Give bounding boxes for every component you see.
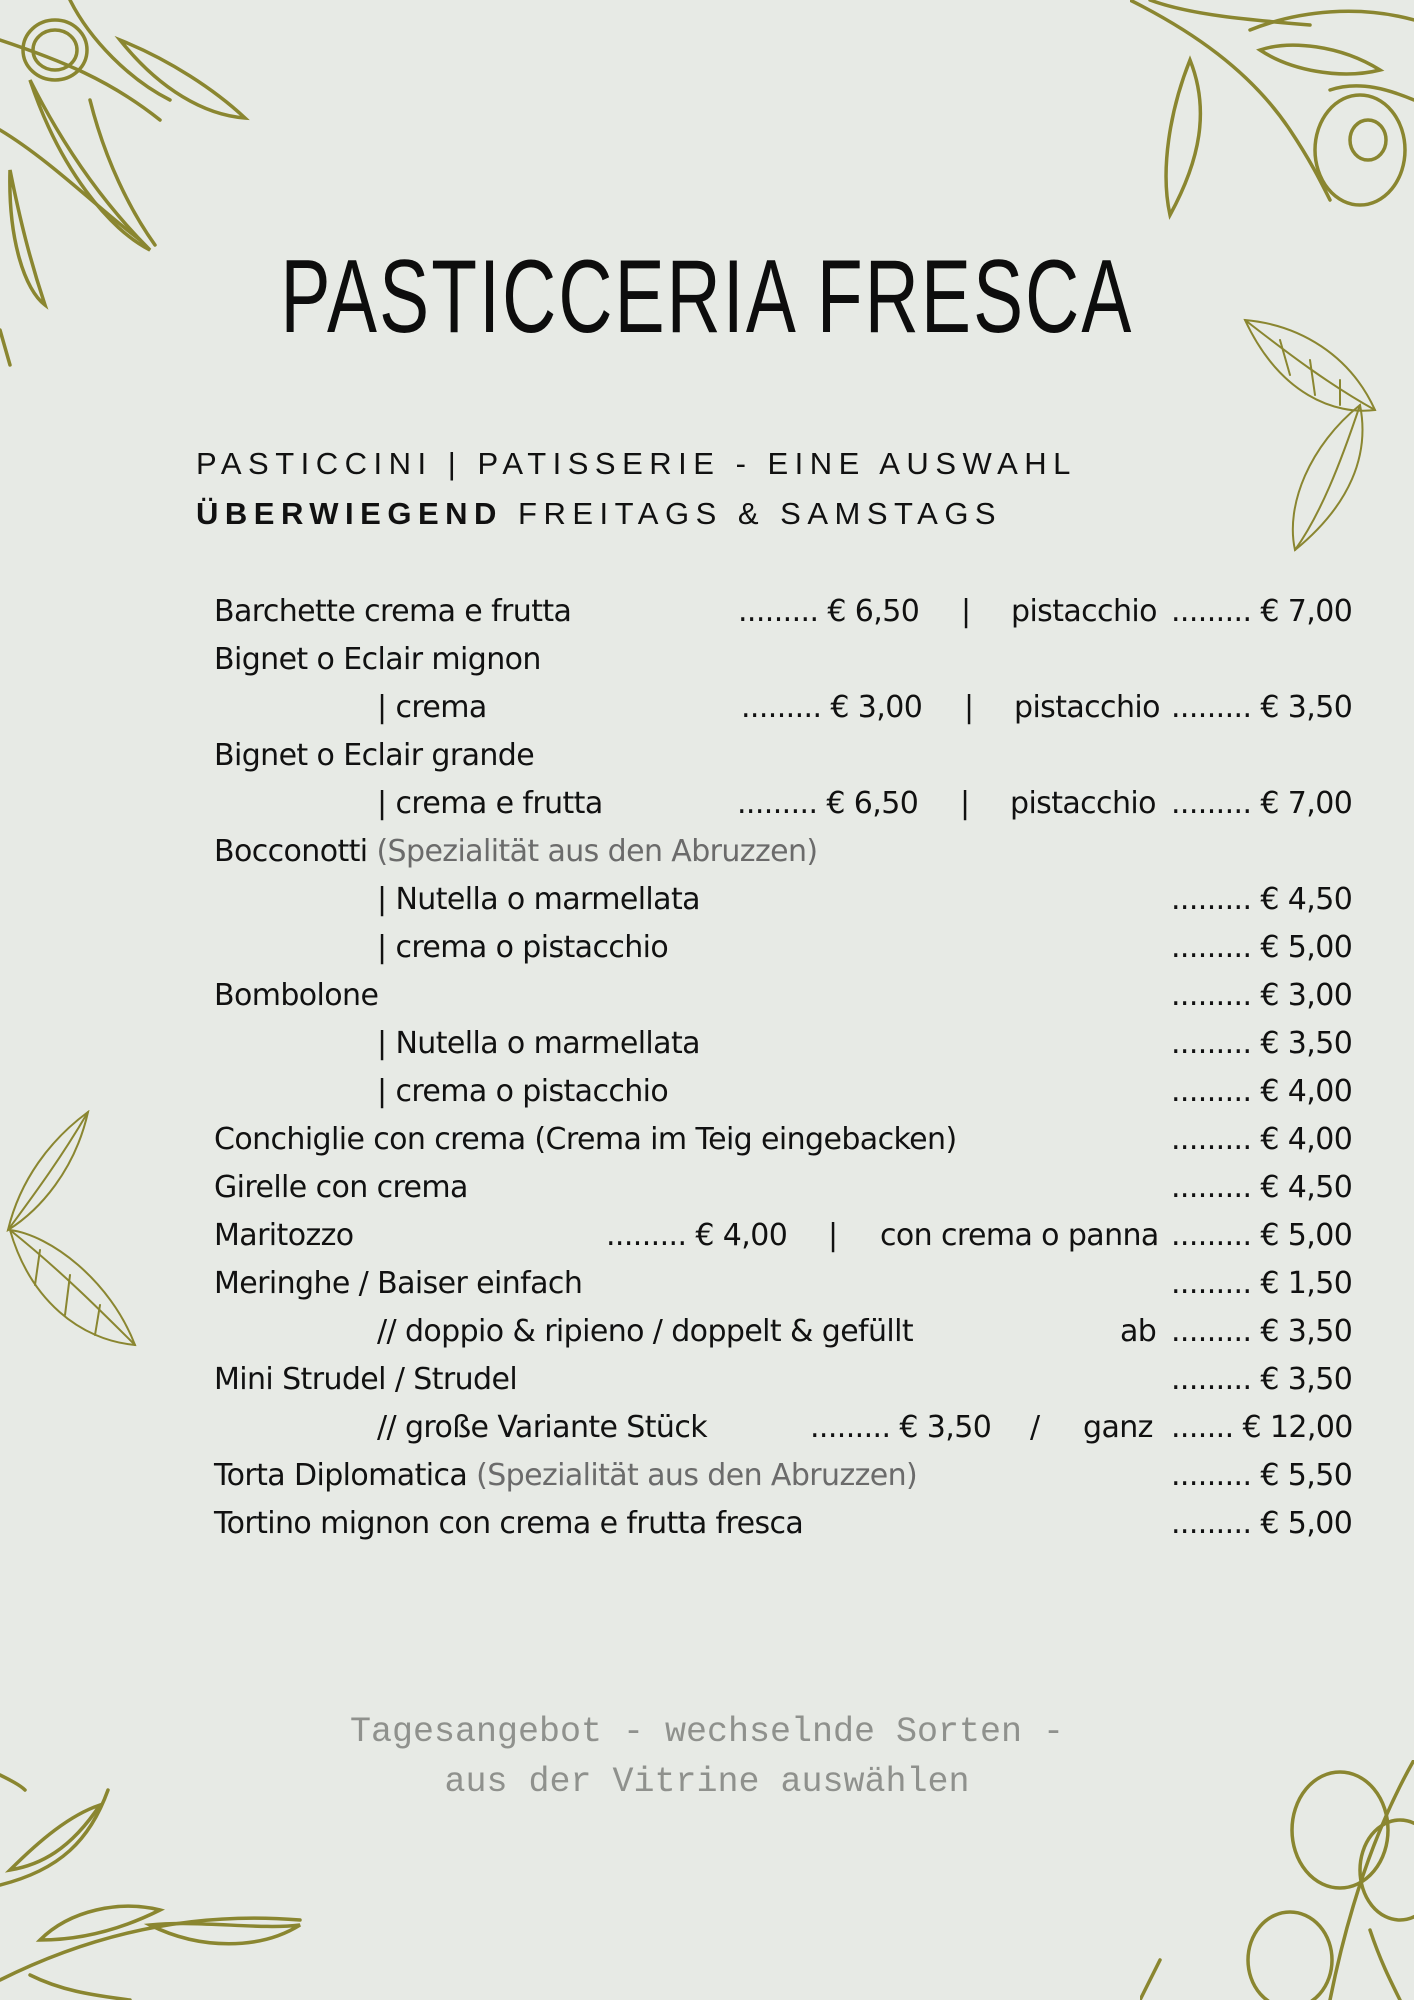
menu-row: [0, 1500, 1414, 1548]
subtitle-line-2: [196, 494, 1002, 534]
item-separator: |: [828, 1218, 838, 1253]
menu-row: [0, 780, 1414, 828]
menu-row: [0, 828, 1414, 876]
item-separator: |: [964, 690, 974, 725]
item-price: ......... € 4,50: [1171, 1170, 1353, 1205]
menu-row: [0, 1020, 1414, 1068]
item-name: | crema o pistacchio: [377, 1074, 669, 1109]
item-price: ......... € 4,00: [1171, 1074, 1353, 1109]
menu-row: [0, 732, 1414, 780]
item-separator: /: [1030, 1410, 1040, 1445]
item-name: Bignet o Eclair mignon: [214, 642, 541, 677]
menu-row: [0, 1308, 1414, 1356]
item-separator: |: [961, 594, 971, 629]
item-price: ....... € 12,00: [1171, 1410, 1353, 1445]
item-price: ......... € 3,50: [1171, 1314, 1353, 1349]
item-name: Bocconotti: [214, 834, 368, 869]
item-price: ......... € 3,00: [1171, 978, 1353, 1013]
item-price: ......... € 5,00: [1171, 930, 1353, 965]
menu-row: [0, 1260, 1414, 1308]
item-mid-price: ......... € 6,50: [738, 594, 920, 629]
item-name: // große Variante Stück: [377, 1410, 707, 1445]
item-price: ......... € 7,00: [1171, 594, 1353, 629]
item-price: ......... € 7,00: [1171, 786, 1353, 821]
item-name: Mini Strudel / Strudel: [214, 1362, 518, 1397]
item-name: Torta Diplomatica: [214, 1458, 468, 1493]
item-option: pistacchio: [1010, 786, 1156, 821]
basil-leaf-right-icon: [1240, 315, 1380, 555]
item-price: ......... € 5,00: [1171, 1218, 1353, 1253]
menu-row: [0, 876, 1414, 924]
item-name: Meringhe / Baiser einfach: [214, 1266, 583, 1301]
item-price: ......... € 4,00: [1171, 1122, 1353, 1157]
item-name: Barchette crema e frutta: [214, 594, 572, 629]
page-title: PASTICCERIA FRESCA: [280, 239, 1134, 355]
menu-row: [0, 684, 1414, 732]
item-name: Tortino mignon con crema e frutta fresca: [214, 1506, 804, 1541]
item-price: ......... € 3,50: [1171, 1362, 1353, 1397]
item-name: Girelle con crema: [214, 1170, 468, 1205]
menu-row: [0, 636, 1414, 684]
subtitle-light-part: FREITAGS & SAMSTAGS: [518, 496, 1003, 531]
item-price: ......... € 3,50: [1171, 1026, 1353, 1061]
item-separator: |: [960, 786, 970, 821]
item-price: ......... € 1,50: [1171, 1266, 1353, 1301]
item-mid-price: ......... € 4,00: [606, 1218, 788, 1253]
item-price: ......... € 3,50: [1171, 690, 1353, 725]
subtitle-line-1: PASTICCINI | PATISSERIE - EINE AUSWAHL: [196, 446, 1077, 481]
item-name: | crema e frutta: [377, 786, 603, 821]
item-name: Bombolone: [214, 978, 379, 1013]
item-name: | crema: [377, 690, 487, 725]
item-option: pistacchio: [1014, 690, 1160, 725]
item-option: ganz: [1083, 1410, 1153, 1445]
item-name: Maritozzo: [214, 1218, 354, 1253]
footer-line-1: Tagesangebot - wechselnde Sorten -: [349, 1712, 1065, 1752]
item-price: ......... € 5,50: [1171, 1458, 1353, 1493]
item-name: Bignet o Eclair grande: [214, 738, 535, 773]
item-name: | Nutella o marmellata: [377, 1026, 700, 1061]
item-name: | Nutella o marmellata: [377, 882, 700, 917]
item-name: // doppio & ripieno / doppelt & gefüllt: [377, 1314, 914, 1349]
item-mid-price: ......... € 3,00: [741, 690, 923, 725]
item-mid-price: ......... € 3,50: [810, 1410, 992, 1445]
menu-row: [0, 1452, 1414, 1500]
item-option: pistacchio: [1011, 594, 1157, 629]
menu-row: [0, 1116, 1414, 1164]
olive-branch-top-right-icon: [1130, 0, 1414, 230]
item-option: ab: [1120, 1314, 1157, 1349]
item-name: Conchiglie con crema (Crema im Teig eingebacken): [214, 1122, 957, 1157]
item-name-with-note: [214, 828, 817, 876]
menu-row: [0, 588, 1414, 636]
menu-row: [0, 1164, 1414, 1212]
item-note: (Spezialität aus den Abruzzen): [376, 834, 818, 869]
subtitle-bold-part: ÜBERWIEGEND: [196, 496, 503, 531]
menu-row: [0, 1404, 1414, 1452]
footer-line-2: aus der Vitrine auswählen: [444, 1762, 970, 1802]
menu-row: [0, 1068, 1414, 1116]
menu-row: [0, 1356, 1414, 1404]
menu-row: [0, 1212, 1414, 1260]
item-note: (Spezialität aus den Abruzzen): [476, 1458, 918, 1493]
item-name-with-note: [214, 1452, 917, 1500]
menu-row: [0, 972, 1414, 1020]
item-option: con crema o panna: [880, 1218, 1159, 1253]
item-mid-price: ......... € 6,50: [737, 786, 919, 821]
item-name: | crema o pistacchio: [377, 930, 669, 965]
menu-row: [0, 924, 1414, 972]
item-price: ......... € 5,00: [1171, 1506, 1353, 1541]
item-price: ......... € 4,50: [1171, 882, 1353, 917]
